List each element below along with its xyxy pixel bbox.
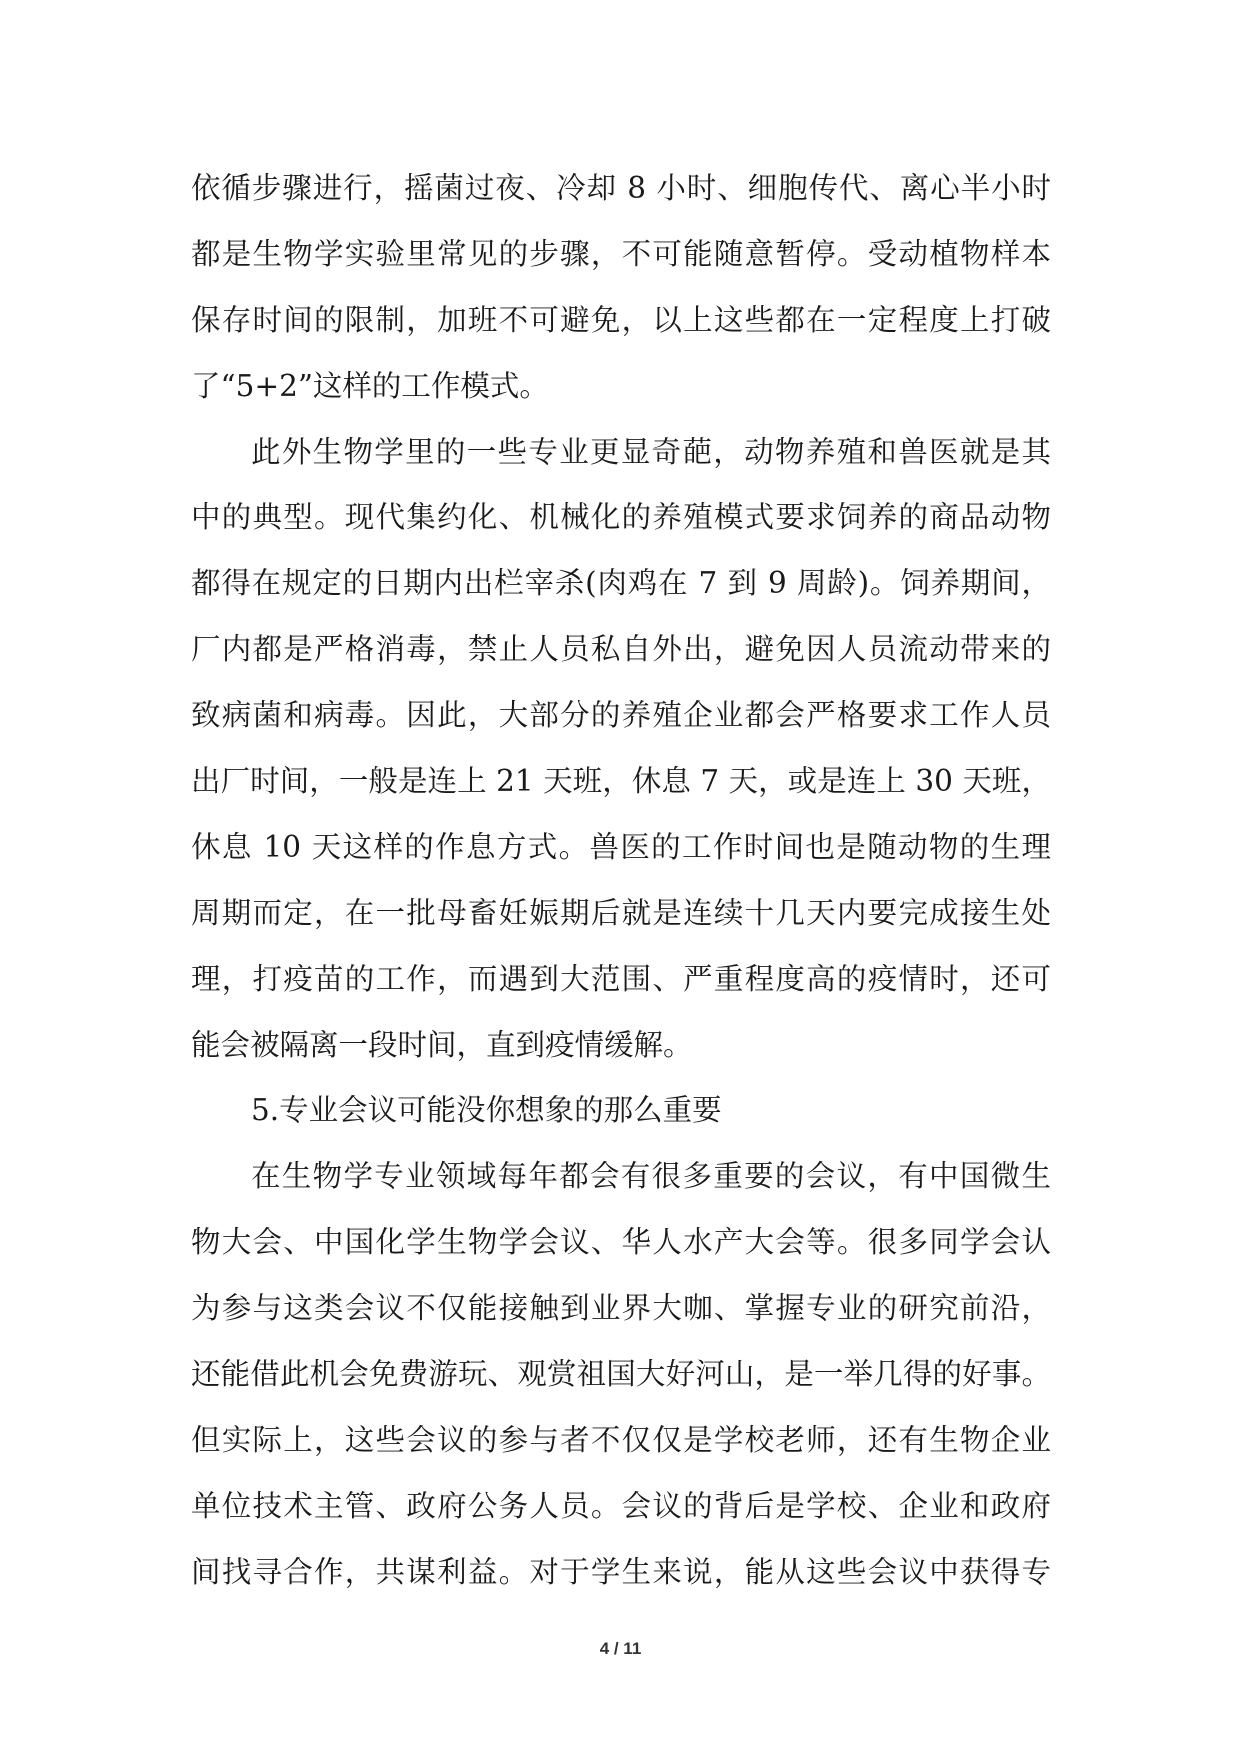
text-line: 出厂时间，一般是连上 21 天班，休息 7 天，或是连上 30 天班，	[191, 764, 1051, 799]
text-line: 都是生物学实验里常见的步骤，不可能随意暂停。受动植物样本	[191, 236, 1051, 271]
text-line: 为参与这类会议不仅能接触到业界大咖、掌握专业的研究前沿，	[191, 1291, 1051, 1326]
text-line: 理，打疫苗的工作，而遇到大范围、严重程度高的疫情时，还可	[191, 961, 1051, 996]
text-line: 但实际上，这些会议的参与者不仅仅是学校老师，还有生物企业	[191, 1422, 1051, 1457]
text-line: 了“5+2”这样的工作模式。	[191, 368, 549, 403]
text-line: 在生物学专业领域每年都会有很多重要的会议，有中国微生	[251, 1159, 1051, 1194]
text-line: 单位技术主管、政府公务人员。会议的背后是学校、企业和政府	[191, 1488, 1051, 1523]
text-line: 依循步骤进行，摇菌过夜、冷却 8 小时、细胞传代、离心半小时	[191, 171, 1051, 205]
text-line: 休息 10 天这样的作息方式。兽医的工作时间也是随动物的生理	[191, 829, 1051, 864]
document-body	[191, 156, 1051, 1606]
text-line: 致病菌和病毒。因此，大部分的养殖企业都会严格要求工作人员	[191, 698, 1051, 733]
section-heading: 5.专业会议可能没你想象的那么重要	[251, 1093, 722, 1128]
text-line: 此外生物学里的一些专业更显奇葩，动物养殖和兽医就是其	[251, 434, 1051, 469]
text-line: 周期而定，在一批母畜妊娠期后就是连续十几天内要完成接生处	[191, 895, 1051, 930]
text-line: 物大会、中国化学生物学会议、华人水产大会等。很多同学会认	[191, 1225, 1051, 1260]
page-number: 4 / 11	[599, 1639, 642, 1658]
text-line: 能会被隔离一段时间，直到疫情缓解。	[191, 1027, 693, 1062]
text-line: 间找寻合作，共谋利益。对于学生来说，能从这些会议中获得专	[191, 1554, 1051, 1589]
text-line: 保存时间的限制，加班不可避免，以上这些都在一定程度上打破	[191, 302, 1051, 337]
text-line: 都得在规定的日期内出栏宰杀(肉鸡在 7 到 9 周龄)。饲养期间，	[191, 566, 1051, 601]
text-line: 厂内都是严格消毒，禁止人员私自外出，避免因人员流动带来的	[191, 632, 1051, 667]
text-line: 中的典型。现代集约化、机械化的养殖模式要求饲养的商品动物	[191, 500, 1051, 535]
text-line: 还能借此机会免费游玩、观赏祖国大好河山，是一举几得的好事。	[191, 1357, 1051, 1392]
